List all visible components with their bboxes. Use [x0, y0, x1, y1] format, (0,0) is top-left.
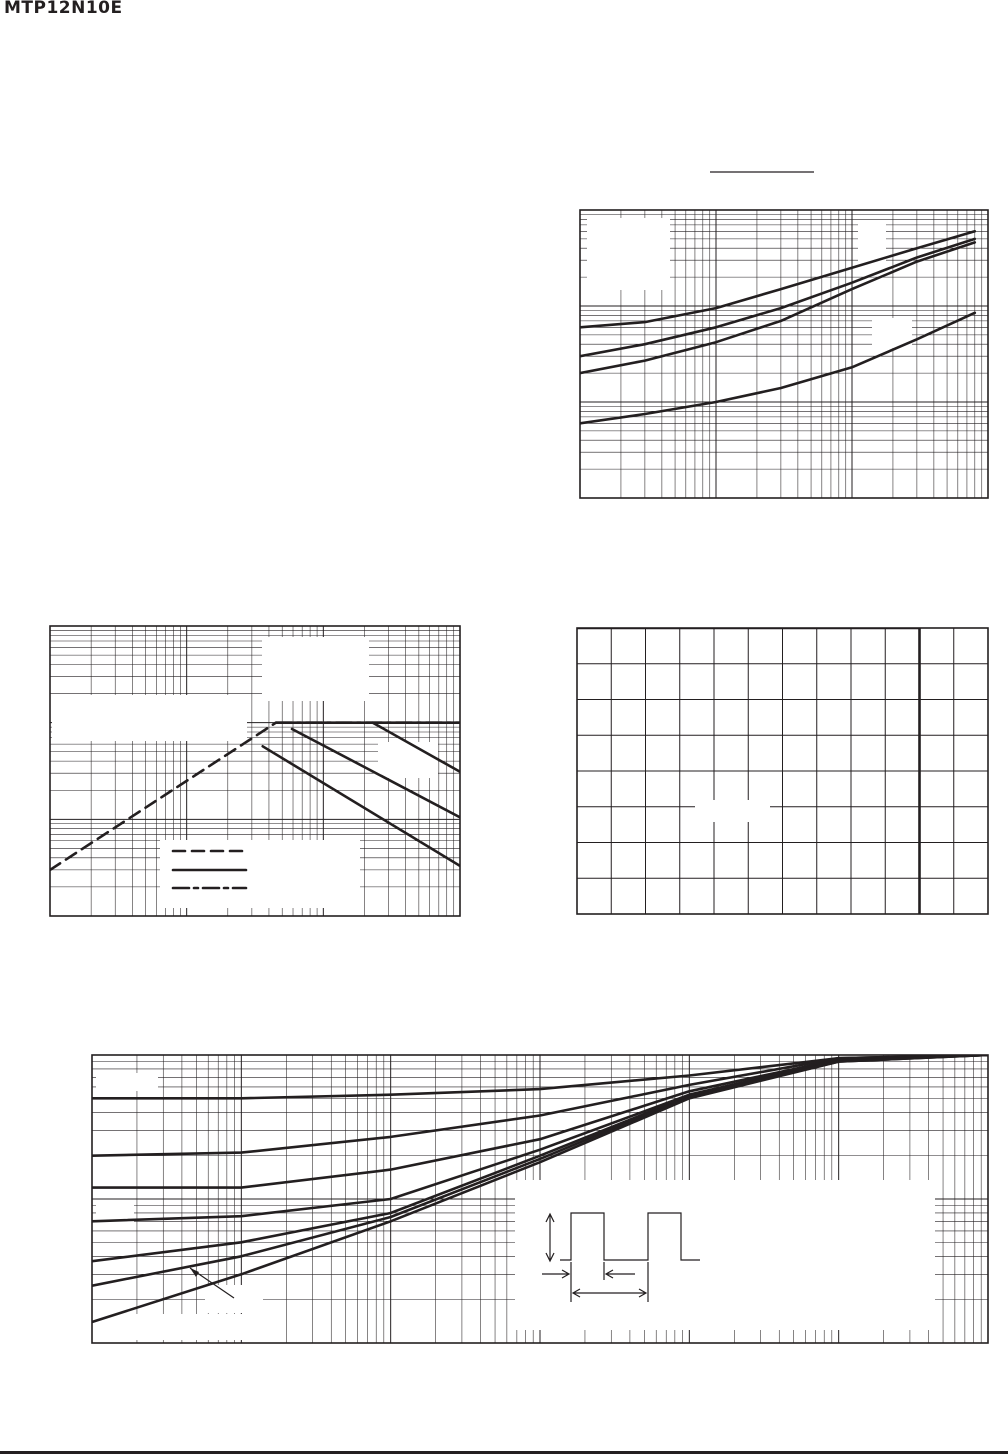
fig-middle-left-label-area — [52, 695, 247, 741]
page-title: MTP12N10E — [4, 0, 123, 18]
fig-bottom-single-pulse-arrowhead — [190, 1268, 199, 1277]
fig-top-right-series-4-line — [580, 313, 975, 424]
fig-bottom-label-area — [96, 1073, 158, 1091]
fig-middle-right-chart — [577, 628, 988, 914]
fig-bottom-chart — [92, 1055, 988, 1343]
fig-top-right-chart — [580, 210, 988, 498]
fig-middle-left-label-area — [160, 840, 360, 908]
fig-middle-left-chart — [50, 626, 460, 916]
fig-bottom-label-area — [96, 1152, 128, 1186]
fig-middle-left-label-area — [262, 637, 369, 701]
fig-middle-left-label-area — [378, 742, 438, 778]
fig-middle-right-label-area — [695, 800, 770, 822]
fig-bottom-label-area — [205, 1285, 263, 1313]
fig-bottom-label-area — [96, 1314, 246, 1340]
fig-bottom-label-area — [515, 1180, 935, 1330]
fig-top-right-label-area — [587, 218, 670, 290]
footer-rule — [0, 1451, 1008, 1454]
fig-top-right-label-area — [858, 222, 886, 274]
